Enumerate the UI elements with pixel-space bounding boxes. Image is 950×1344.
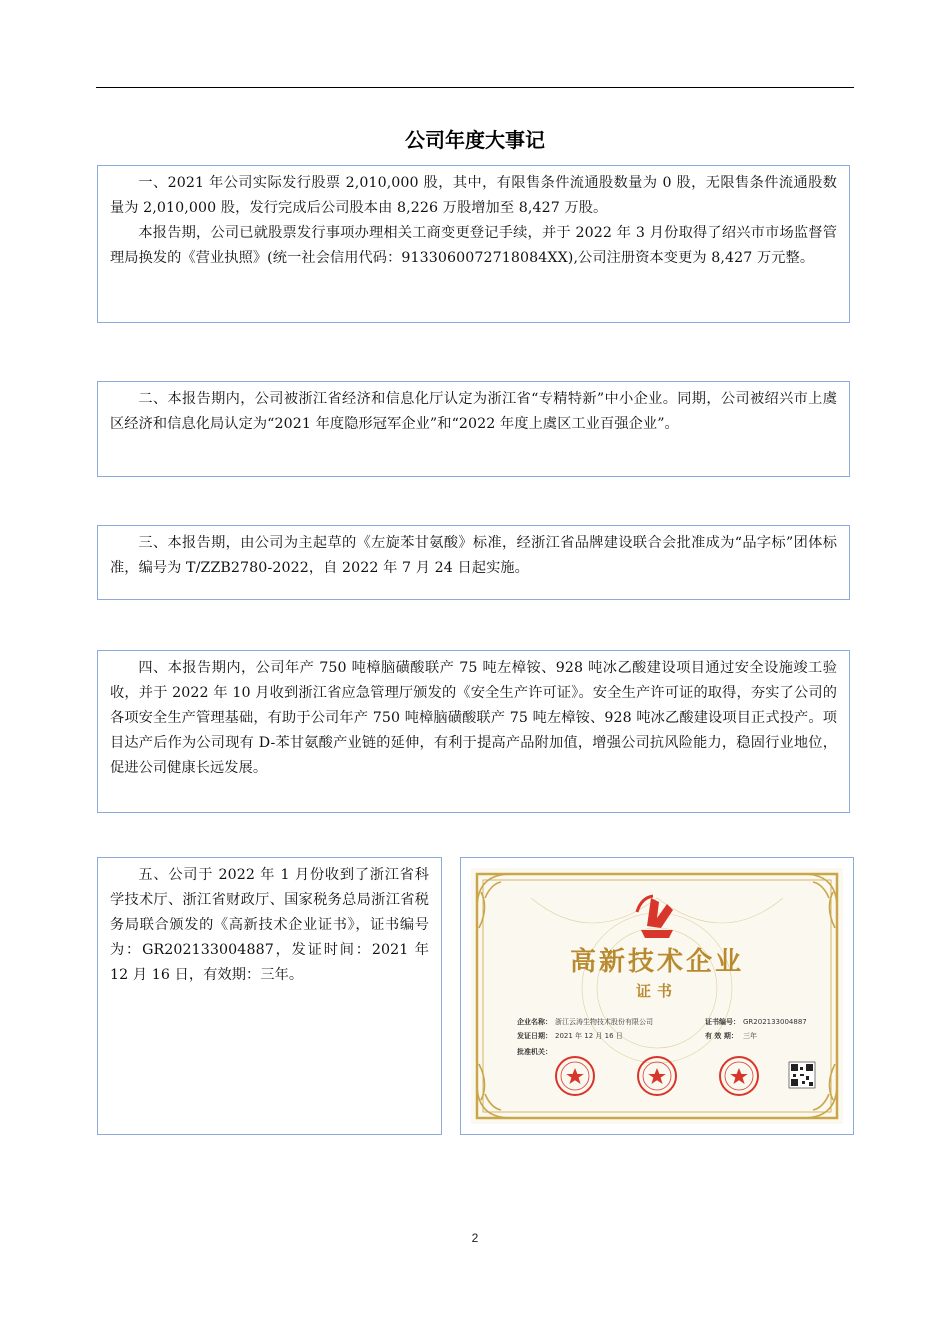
certificate-frame: [460, 857, 854, 1135]
event-4-paragraph: 四、本报告期内，公司年产 750 吨樟脑磺酸联产 75 吨左樟铵、928 吨冰乙酸建设项目通过安全设施竣工验收，并于 2022 年 10 月收到浙江省应急管理厅颁发的《安全生产许可证》。安全生产许可证的取得，夯实了公司的各项安全生产管理基础，有助于公司年产 750 吨樟脑磺酸联产 75 吨左樟铵、928 吨冰乙酸建设项目正式投产。项目达产后作为公司现有 D-苯甘氨酸产业链的延伸，有利于提高产品附加值，增强公司抗风险能力，稳固行业地位，促进公司健康长远发展。: [110, 660, 837, 776]
event-box-1: [97, 165, 850, 323]
event-1-paragraph-2: 本报告期，公司已就股票发行事项办理相关工商变更登记手续，并于 2022 年 3 月份取得了绍兴市市场监督管理局换发的《营业执照》(统一社会信用代码：9133060072718084XX),公司注册资本变更为 8,427 万元整。: [110, 225, 837, 266]
certificate-title: 高新技术企业: [569, 947, 745, 977]
event-box-3: [97, 525, 850, 600]
event-box-2: [97, 381, 850, 477]
date-value: 2021 年 12 月 16 日: [555, 1032, 623, 1040]
event-2-paragraph: 二、本报告期内，公司被浙江省经济和信息化厅认定为浙江省“专精特新”中小企业。同期，公司被绍兴市上虞区经济和信息化局认定为“2021 年度隐形冠军企业”和“2022 年度上虞区工业百强企业”。: [110, 391, 837, 432]
header-rule: [96, 87, 854, 88]
event-1-paragraph-1: 一、2021 年公司实际发行股票 2,010,000 股，其中，有限售条件流通股数量为 0 股，无限售条件流通股数量为 2,010,000 股，发行完成后公司股本由 8,226 万股增加至 8,427 万股。: [110, 175, 837, 216]
page-number: 2: [471, 1231, 479, 1245]
event-5-paragraph: 五、公司于 2022 年 1 月份收到了浙江省科学技术厅、浙江省财政厅、国家税务总局浙江省税务局联合颁发的《高新技术企业证书》，证书编号为：GR202133004887，发证时间：2021 年 12 月 16 日，有效期：三年。: [110, 867, 429, 983]
certificate-image: [471, 868, 843, 1124]
qr-code-icon: [789, 1062, 815, 1088]
validity-value: 三年: [743, 1032, 757, 1040]
authority-label: 批准机关：: [517, 1048, 552, 1056]
event-box-5: [97, 857, 442, 1135]
company-label: 企业名称：: [517, 1018, 552, 1026]
certificate-subtitle: 证书: [635, 982, 679, 1000]
number-value: GR202133004887: [743, 1018, 807, 1026]
validity-label: 有 效 期：: [705, 1032, 738, 1040]
event-box-4: [97, 650, 850, 813]
company-value: 浙江云涛生物技术股份有限公司: [555, 1018, 653, 1026]
page-title: 公司年度大事记: [405, 128, 545, 152]
number-label: 证书编号：: [705, 1018, 740, 1026]
date-label: 发证日期：: [517, 1032, 552, 1040]
event-3-paragraph: 三、本报告期，由公司为主起草的《左旋苯甘氨酸》标准，经浙江省品牌建设联合会批准成为“品字标”团体标准，编号为 T/ZZB2780-2022，自 2022 年 7 月 24 日起实施。: [110, 535, 837, 576]
